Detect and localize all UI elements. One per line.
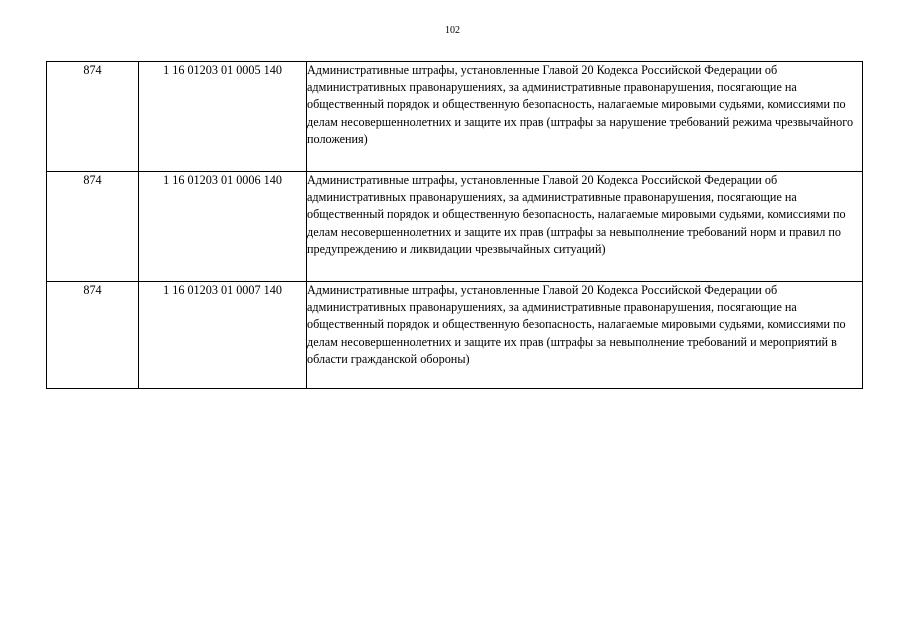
revenue-name-cell: Административные штрафы, установленные Главой 20 Кодекса Российской Федерации об административных правонарушениях, за административные правонарушения, посягающие на общественный порядок и общественную безопасность, налагаемые мировыми судьями, комиссиями по делам несовершеннолетних и защите их прав (штрафы за невыполнение требований и мероприятий в области гражданской обороны)	[307, 282, 863, 389]
revenue-name-cell: Административные штрафы, установленные Главой 20 Кодекса Российской Федерации об административных правонарушениях, за административные правонарушения, посягающие на общественный порядок и общественную безопасность, налагаемые мировыми судьями, комиссиями по делам несовершеннолетних и защите их прав (штрафы за нарушение требований режима чрезвычайного положения)	[307, 62, 863, 172]
budget-classification-table	[46, 61, 863, 389]
admin-code-cell: 874	[47, 62, 139, 172]
page-number: 102	[445, 25, 460, 36]
admin-code-cell: 874	[47, 282, 139, 389]
budget-code-cell: 1 16 01203 01 0005 140	[139, 62, 307, 172]
table-row	[47, 172, 863, 282]
table-row	[47, 282, 863, 389]
budget-code-cell: 1 16 01203 01 0006 140	[139, 172, 307, 282]
table-row	[47, 62, 863, 172]
admin-code-cell: 874	[47, 172, 139, 282]
budget-code-cell: 1 16 01203 01 0007 140	[139, 282, 307, 389]
revenue-name-cell: Административные штрафы, установленные Главой 20 Кодекса Российской Федерации об административных правонарушениях, за административные правонарушения, посягающие на общественный порядок и общественную безопасность, налагаемые мировыми судьями, комиссиями по делам несовершеннолетних и защите их прав (штрафы за невыполнение требований норм и правил по предупреждению и ликвидации чрезвычайных ситуаций)	[307, 172, 863, 282]
